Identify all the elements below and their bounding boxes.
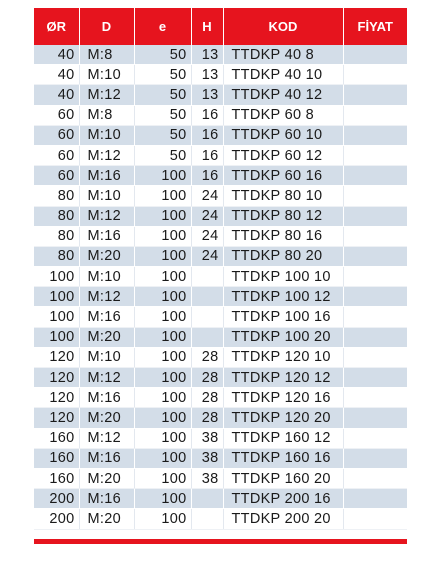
table-row: [34, 428, 407, 448]
cell-e: 100: [134, 327, 191, 347]
cell-kod: TTDKP 100 12: [223, 287, 343, 307]
cell-kod: TTDKP 60 12: [223, 145, 343, 165]
table-row: [34, 388, 407, 408]
cell-d: M:12: [79, 85, 134, 105]
cell-d: M:10: [79, 65, 134, 85]
cell-fiyat: [343, 125, 407, 145]
cell-h: 16: [191, 105, 223, 125]
cell-or: 160: [34, 448, 79, 468]
table-row: [34, 347, 407, 367]
cell-h: [191, 489, 223, 509]
table-row: [34, 186, 407, 206]
cell-kod: TTDKP 160 12: [223, 428, 343, 448]
cell-h: 28: [191, 388, 223, 408]
cell-h: 16: [191, 145, 223, 165]
table-row: [34, 105, 407, 125]
header-or: ØR: [34, 8, 79, 45]
table-row: [34, 145, 407, 165]
table-row: [34, 206, 407, 226]
cell-fiyat: [343, 448, 407, 468]
cell-h: 13: [191, 85, 223, 105]
cell-d: M:12: [79, 287, 134, 307]
table-row: [34, 166, 407, 186]
cell-h: 38: [191, 448, 223, 468]
cell-kod: TTDKP 120 20: [223, 408, 343, 428]
table-row: [34, 85, 407, 105]
cell-d: M:10: [79, 347, 134, 367]
table-row: [34, 509, 407, 529]
cell-kod: TTDKP 80 16: [223, 226, 343, 246]
table-row: [34, 287, 407, 307]
cell-e: 100: [134, 468, 191, 488]
table-row: [34, 327, 407, 347]
cell-h: 16: [191, 125, 223, 145]
cell-e: 100: [134, 347, 191, 367]
cell-or: 200: [34, 509, 79, 529]
header-fiyat: FİYAT: [343, 8, 407, 45]
cell-fiyat: [343, 206, 407, 226]
cell-or: 60: [34, 105, 79, 125]
table-row: [34, 468, 407, 488]
cell-h: [191, 509, 223, 529]
cell-or: 40: [34, 65, 79, 85]
header-d: D: [79, 8, 134, 45]
cell-e: 100: [134, 226, 191, 246]
cell-e: 100: [134, 287, 191, 307]
cell-kod: TTDKP 60 8: [223, 105, 343, 125]
bottom-accent-bar: [34, 539, 407, 544]
cell-d: M:16: [79, 388, 134, 408]
cell-e: 100: [134, 368, 191, 388]
cell-kod: TTDKP 100 10: [223, 267, 343, 287]
price-table: [34, 8, 407, 530]
cell-or: 60: [34, 166, 79, 186]
cell-h: [191, 327, 223, 347]
cell-or: 200: [34, 489, 79, 509]
table-row: [34, 368, 407, 388]
cell-e: 100: [134, 428, 191, 448]
cell-kod: TTDKP 100 16: [223, 307, 343, 327]
cell-e: 100: [134, 267, 191, 287]
cell-or: 40: [34, 85, 79, 105]
cell-kod: TTDKP 100 20: [223, 327, 343, 347]
cell-h: [191, 267, 223, 287]
cell-d: M:12: [79, 145, 134, 165]
cell-d: M:16: [79, 226, 134, 246]
cell-or: 80: [34, 206, 79, 226]
cell-d: M:20: [79, 408, 134, 428]
table-row: [34, 489, 407, 509]
cell-e: 100: [134, 408, 191, 428]
header-kod: KOD: [223, 8, 343, 45]
cell-fiyat: [343, 489, 407, 509]
cell-or: 40: [34, 45, 79, 65]
cell-kod: TTDKP 40 8: [223, 45, 343, 65]
cell-h: [191, 287, 223, 307]
cell-or: 60: [34, 145, 79, 165]
cell-e: 50: [134, 45, 191, 65]
cell-h: 28: [191, 368, 223, 388]
cell-h: 13: [191, 45, 223, 65]
cell-fiyat: [343, 85, 407, 105]
cell-d: M:8: [79, 45, 134, 65]
cell-fiyat: [343, 307, 407, 327]
table-row: [34, 226, 407, 246]
cell-kod: TTDKP 80 20: [223, 246, 343, 266]
cell-kod: TTDKP 120 12: [223, 368, 343, 388]
cell-fiyat: [343, 347, 407, 367]
cell-d: M:10: [79, 267, 134, 287]
cell-or: 100: [34, 307, 79, 327]
cell-fiyat: [343, 45, 407, 65]
cell-or: 160: [34, 468, 79, 488]
cell-h: 28: [191, 408, 223, 428]
table-row: [34, 307, 407, 327]
cell-e: 100: [134, 166, 191, 186]
cell-fiyat: [343, 65, 407, 85]
cell-kod: TTDKP 60 16: [223, 166, 343, 186]
table-row: [34, 125, 407, 145]
cell-fiyat: [343, 368, 407, 388]
cell-fiyat: [343, 468, 407, 488]
cell-or: 120: [34, 408, 79, 428]
cell-kod: TTDKP 40 12: [223, 85, 343, 105]
cell-h: [191, 307, 223, 327]
cell-h: 16: [191, 166, 223, 186]
cell-or: 80: [34, 226, 79, 246]
cell-h: 28: [191, 347, 223, 367]
cell-fiyat: [343, 287, 407, 307]
cell-e: 50: [134, 85, 191, 105]
table-row: [34, 45, 407, 65]
cell-or: 120: [34, 368, 79, 388]
cell-d: M:16: [79, 448, 134, 468]
price-table-container: [34, 8, 407, 530]
table-row: [34, 408, 407, 428]
cell-fiyat: [343, 327, 407, 347]
cell-fiyat: [343, 145, 407, 165]
cell-e: 50: [134, 145, 191, 165]
cell-e: 100: [134, 509, 191, 529]
cell-d: M:20: [79, 468, 134, 488]
cell-d: M:10: [79, 186, 134, 206]
cell-e: 100: [134, 388, 191, 408]
cell-kod: TTDKP 120 16: [223, 388, 343, 408]
cell-kod: TTDKP 120 10: [223, 347, 343, 367]
cell-d: M:20: [79, 327, 134, 347]
cell-fiyat: [343, 166, 407, 186]
table-row: [34, 267, 407, 287]
cell-e: 100: [134, 307, 191, 327]
cell-or: 120: [34, 347, 79, 367]
cell-fiyat: [343, 388, 407, 408]
cell-or: 100: [34, 327, 79, 347]
cell-or: 100: [34, 267, 79, 287]
cell-fiyat: [343, 267, 407, 287]
cell-kod: TTDKP 200 16: [223, 489, 343, 509]
cell-kod: TTDKP 80 10: [223, 186, 343, 206]
cell-or: 60: [34, 125, 79, 145]
cell-fiyat: [343, 408, 407, 428]
cell-fiyat: [343, 246, 407, 266]
cell-fiyat: [343, 186, 407, 206]
cell-e: 100: [134, 489, 191, 509]
cell-d: M:20: [79, 509, 134, 529]
cell-h: 38: [191, 468, 223, 488]
cell-e: 50: [134, 105, 191, 125]
cell-or: 120: [34, 388, 79, 408]
cell-kod: TTDKP 80 12: [223, 206, 343, 226]
table-body: [34, 45, 407, 529]
cell-e: 100: [134, 206, 191, 226]
cell-fiyat: [343, 509, 407, 529]
cell-h: 24: [191, 246, 223, 266]
table-row: [34, 448, 407, 468]
cell-e: 50: [134, 125, 191, 145]
cell-d: M:16: [79, 307, 134, 327]
cell-e: 100: [134, 246, 191, 266]
table-row: [34, 65, 407, 85]
cell-e: 100: [134, 448, 191, 468]
header-h: H: [191, 8, 223, 45]
cell-kod: TTDKP 160 16: [223, 448, 343, 468]
cell-fiyat: [343, 226, 407, 246]
cell-or: 80: [34, 186, 79, 206]
header-e: e: [134, 8, 191, 45]
cell-h: 24: [191, 226, 223, 246]
cell-d: M:16: [79, 166, 134, 186]
cell-d: M:10: [79, 125, 134, 145]
cell-e: 100: [134, 186, 191, 206]
cell-d: M:12: [79, 368, 134, 388]
cell-fiyat: [343, 105, 407, 125]
cell-kod: TTDKP 200 20: [223, 509, 343, 529]
cell-d: M:20: [79, 246, 134, 266]
cell-or: 160: [34, 428, 79, 448]
cell-h: 24: [191, 186, 223, 206]
cell-or: 80: [34, 246, 79, 266]
cell-d: M:12: [79, 206, 134, 226]
cell-h: 38: [191, 428, 223, 448]
cell-or: 100: [34, 287, 79, 307]
cell-fiyat: [343, 428, 407, 448]
cell-d: M:12: [79, 428, 134, 448]
cell-kod: TTDKP 60 10: [223, 125, 343, 145]
cell-h: 13: [191, 65, 223, 85]
cell-h: 24: [191, 206, 223, 226]
table-header: [34, 8, 407, 45]
header-row: [34, 8, 407, 45]
cell-kod: TTDKP 160 20: [223, 468, 343, 488]
cell-kod: TTDKP 40 10: [223, 65, 343, 85]
cell-d: M:8: [79, 105, 134, 125]
table-row: [34, 246, 407, 266]
cell-d: M:16: [79, 489, 134, 509]
cell-e: 50: [134, 65, 191, 85]
